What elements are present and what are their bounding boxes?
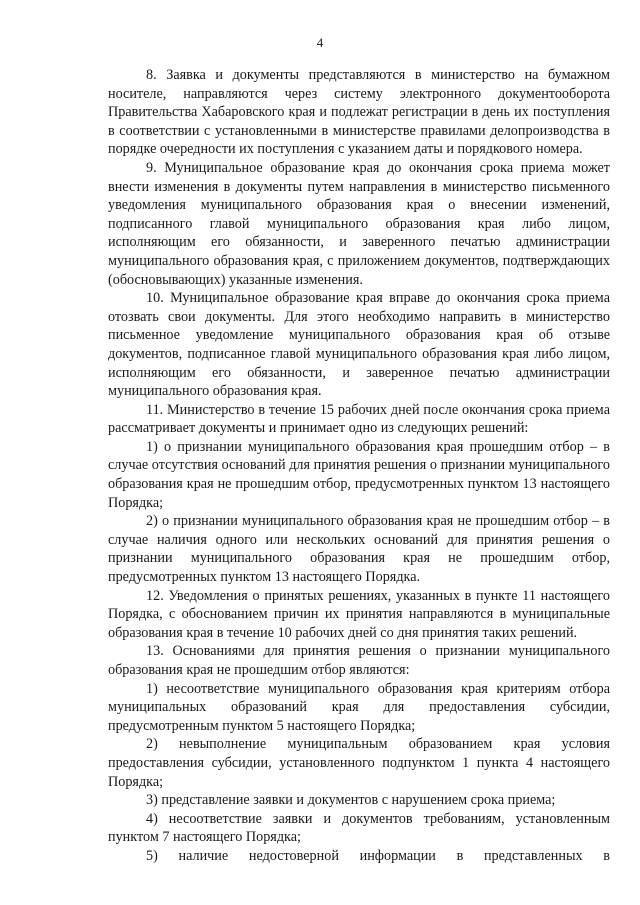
- paragraph-13-item-1: 1) несоответствие муниципального образования края критериям отбора муниципальных образований края для предоставления субсидии, предусмотренным пунктом 5 настоящего Порядка;: [108, 680, 610, 734]
- paragraph-13-item-2: 2) невыполнение муниципальным образованием края условия предоставления субсидии, установленного подпунктом 1 пункта 4 настоящего Порядка;: [108, 736, 610, 790]
- paragraph-13: 13. Основаниями для принятия решения о признании муниципального образования края не прошедшим отбор являются:: [108, 643, 610, 678]
- paragraph-13-item-5: 5) наличие недостоверной информации в представленных в: [146, 847, 610, 864]
- paragraph-11: 11. Министерство в течение 15 рабочих дней после окончания срока приема рассматривает документы и принимает одно из следующих решений:: [108, 401, 610, 437]
- paragraph-11-item-2: 2) о признании муниципального образования края не прошедшим отбор – в случае наличия одного или нескольких оснований для принятия решения о признании муниципального образования края не прошедшим отбор, предусмотренных пунктом 13 настоящего Порядка.: [108, 513, 610, 586]
- paragraph-13-item-4: 4) несоответствие заявки и документов требованиям, установленным пунктом 7 настоящего Порядка;: [108, 810, 610, 846]
- document-body: [108, 66, 610, 866]
- paragraph-12: 12. Уведомления о принятых решениях, указанных в пункте 11 настоящего Порядка, с обоснованием причин их принятия направляются в муниципальные образования края в течение 10 рабочих дней со дня принятия таких решений.: [108, 587, 610, 641]
- paragraph-10: 10. Муниципальное образование края вправе до окончания срока приема отозвать свои документы. Для этого необходимо направить в министерство письменное уведомление муниципального образования края об отзыве документов, подписанное главой муниципального образования края либо лицом, исполняющим его обязанности, и заверенное печатью администрации муниципального образования края.: [108, 290, 610, 400]
- paragraph-13-item-3: 3) представление заявки и документов с нарушением срока приема;: [146, 792, 556, 809]
- paragraph-9: 9. Муниципальное образование края до окончания срока приема может внести изменения в документы путем направления в министерство письменного уведомления муниципального образования края о внесении изменений, подписанного главой муниципального образования края либо лицом, исполняющим его обязанности, и заверенного печатью администрации муниципального образования края, с приложением документов, подтверждающих (обосновывающих) указанные изменения.: [108, 159, 610, 288]
- paragraph-11-item-1: 1) о признании муниципального образования края прошедшим отбор – в случае отсутствия оснований для принятия решения о признании муниципального образования края не прошедшим отбор, предусмотренных пунктом 13 настоящего Порядка;: [108, 438, 610, 511]
- page-number: 4: [316, 35, 324, 50]
- paragraph-8: 8. Заявка и документы представляются в министерство на бумажном носителе, направляются через систему электронного документооборота Правительства Хабаровского края и подлежат регистрации в день их поступления в соответствии с установленными в министерстве правилами делопроизводства в порядке очередности их поступления с указанием даты и порядкового номера.: [108, 67, 610, 158]
